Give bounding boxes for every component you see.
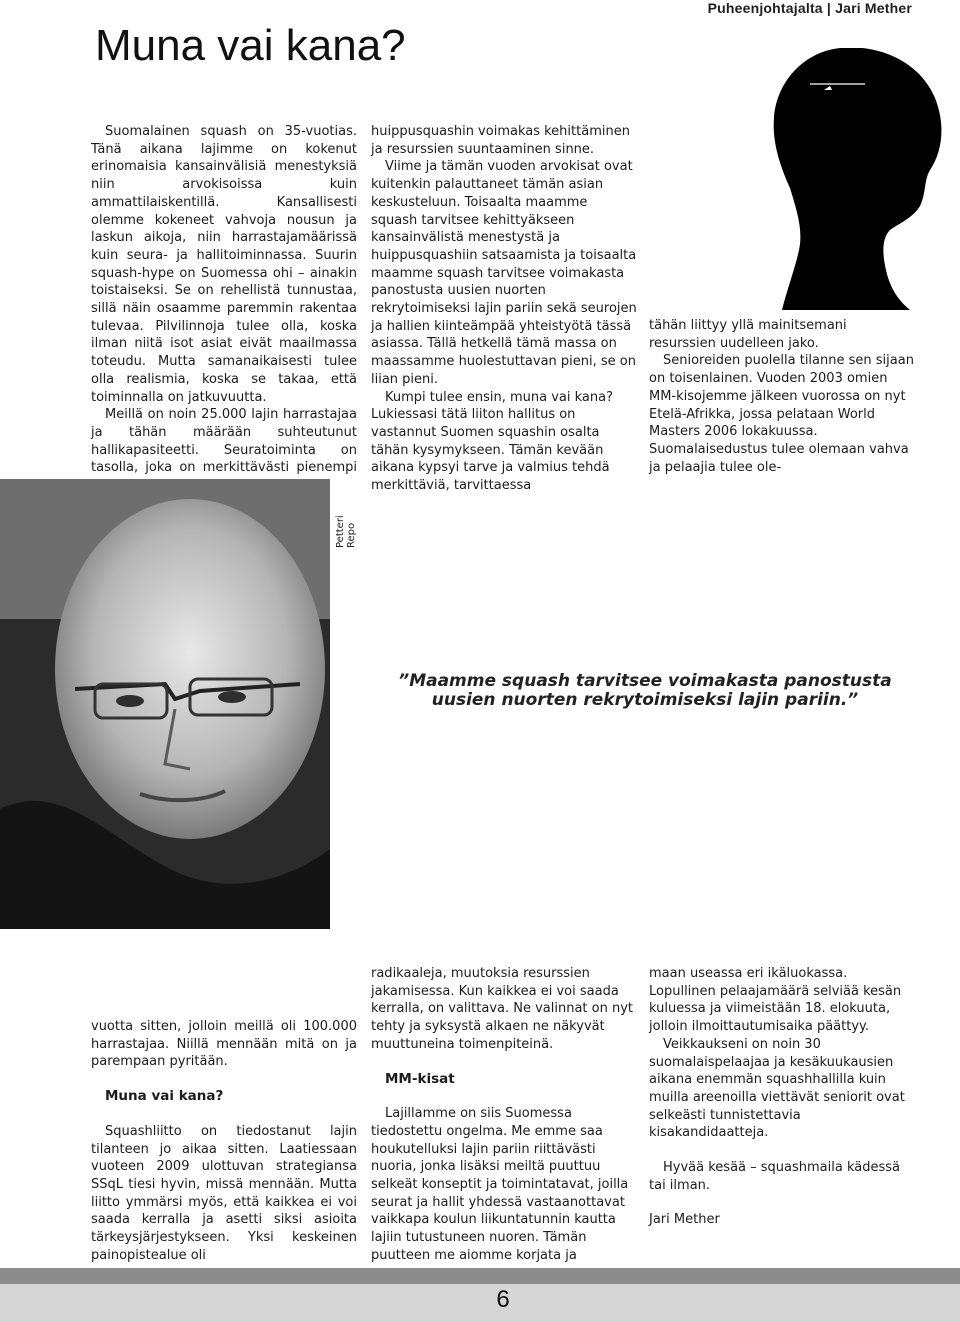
paragraph: Meillä on noin 25.000 lajin harrastajaa ja tähän määrään suhteutunut hallikapasiteetti. Seuratoiminta on tasolla, joka on merkittävästi pienempi xyxy=(91,407,357,476)
portrait-illustration xyxy=(0,479,330,929)
signature: Jari Mether xyxy=(649,1212,720,1228)
footer-bar xyxy=(0,1268,960,1284)
paragraph: radikaaleja, muutoksia resurssien jakamisessa. Kun kaikkea ei voi saada kerralla, on valittava. Ne valinnat on nyt tehty ja syksystä alkaen ne näkyvät muuttuneina toimenpiteinä. xyxy=(371,966,634,1052)
column-2-bottom xyxy=(371,965,637,1265)
paragraph: Viime ja tämän vuoden arvokisat ovat kuitenkin palauttaneet tämän asian keskusteluun. Toisaalta maamme squash tarvitsee kehittyäkseen kansainvälistä menestystä ja huippusquashiin satsaamista ja toisaalta maamme squash tarvitsee voimakasta panostusta uusien nuorten rekrytoimiseksi lajin pariin sekä seurojen ja hallien kiinteämpää yhteistyötä tässä asiassa. Tällä hetkellä tämä massa on maassamme huolestuttavan pieni, se on liian pieni. xyxy=(371,159,637,387)
column-1-bottom xyxy=(91,1018,357,1264)
column-2-top xyxy=(371,123,637,495)
paragraph: Suomalainen squash on 35-vuotias. Tänä aikana lajimme on kokenut erinomaisia kansainvälisiä menestyksiä niin arvokisoissa kuin ammattilaiskentillä. Kansallisesti olemme kokeneet vahvoja nousun ja laskun aikoja, niin harrastajamäärissä kuin seura- ja hallitoiminnassa. Suurin squash-hype on Suomessa ohi – ainakin toistaiseksi. Se on rehellistä tunnustaa, sillä näin osaamme paremmin rakentaa tulevaa. Pilvilinnoja tulee olla, koska ilman niitä isot asiat eivät maailmassa toteudu. Mutta samanaikaisesti tulee olla realismia, koska se takaa, että toiminnalla on jatkuvuutta. xyxy=(91,124,357,405)
paragraph: Squashliitto on tiedostanut lajin tilanteen jo aikaa sitten. Laatiessaan vuoteen 2009 ulottuvan strategiansa SSqL tiesi hyvin, missä mennään. Mutta liitto ymmärsi myös, että kaikkea ei voi saada kerralla ja asetti siksi asioita tärkeysjärjestykseen. Yksi keskeinen painopistealue oli xyxy=(91,1123,357,1263)
paragraph: Lajillamme on siis Suomessa tiedostettu ongelma. Me emme saa houkutelluksi lajin pariin riittävästi nuoria, jonka lisäksi meiltä puuttuu selkeät konseptit ja toimintatavat, joilla seurat ja hallit yhdessä vastaanottavat vaikkapa koulun liikuntatunnin kautta lajiin tutustuneen nuoren. Tämän puutteen me aiomme korjata ja xyxy=(371,1106,629,1263)
subheading: Muna vai kana? xyxy=(105,1088,224,1105)
pull-quote: ”Maamme squash tarvitsee voimakasta panostusta uusien nuorten rekrytoimiseksi lajin pariin.” xyxy=(398,671,892,710)
paragraph: tähän liittyy yllä mainitsemani resurssien uudelleen jako. xyxy=(649,318,847,351)
subheading: MM-kisat xyxy=(385,1070,455,1087)
column-3-top xyxy=(649,317,915,476)
portrait-photo xyxy=(0,479,330,929)
section-header: Puheenjohtajalta | Jari Mether xyxy=(707,0,912,16)
page-number: 6 xyxy=(496,1286,510,1313)
paragraph: maan useassa eri ikäluokassa. Lopullinen pelaajamäärä selviää kesän kuluessa ja viimeistään 18. elokuuta, jolloin ilmoittautumisaika päättyy. xyxy=(649,966,902,1035)
article-title: Muna vai kana? xyxy=(95,21,406,70)
paragraph: vuotta sitten, jolloin meillä oli 100.000 harrastajaa. Niillä mennään mitä on ja parempaan pyritään. xyxy=(91,1019,357,1070)
paragraph: huippusquashin voimakas kehittäminen ja resurssien suuntaaminen sinne. xyxy=(371,124,630,157)
column-3-bottom xyxy=(649,965,915,1229)
paragraph: Hyvää kesää – squashmaila kädessä tai ilman. xyxy=(649,1160,900,1193)
profile-silhouette-image xyxy=(770,48,950,310)
column-1-top xyxy=(91,123,357,495)
paragraph: Kumpi tulee ensin, muna vai kana? Lukiessasi tätä liiton hallitus on vastannut Suomen squashin osalta tähän kysymykseen. Tämän kevään aikana kypsyi tarve ja valmius tehdä merkittäviä, tarvittaessa xyxy=(371,389,613,494)
paragraph: Senioreiden puolella tilanne sen sijaan on toisenlainen. Vuoden 2003 omien MM-kisojemme jälkeen vuorossa on nyt Etelä-Afrikka, jossa pelataan World Masters 2006 lokakuussa. Suomalaisedustus tulee olemaan vahva ja pelaajia tulee ole- xyxy=(649,353,914,475)
photo-credit: Petteri Repo xyxy=(335,515,357,548)
paragraph: Veikkaukseni on noin 30 suomalaispelaajaa ja kesäkuukausien aikana enemmän squashhallilla kuin muilla areenoilla viettävät seniorit ovat selkeästi tunnistettavia kisakandidaatteja. xyxy=(649,1036,905,1141)
